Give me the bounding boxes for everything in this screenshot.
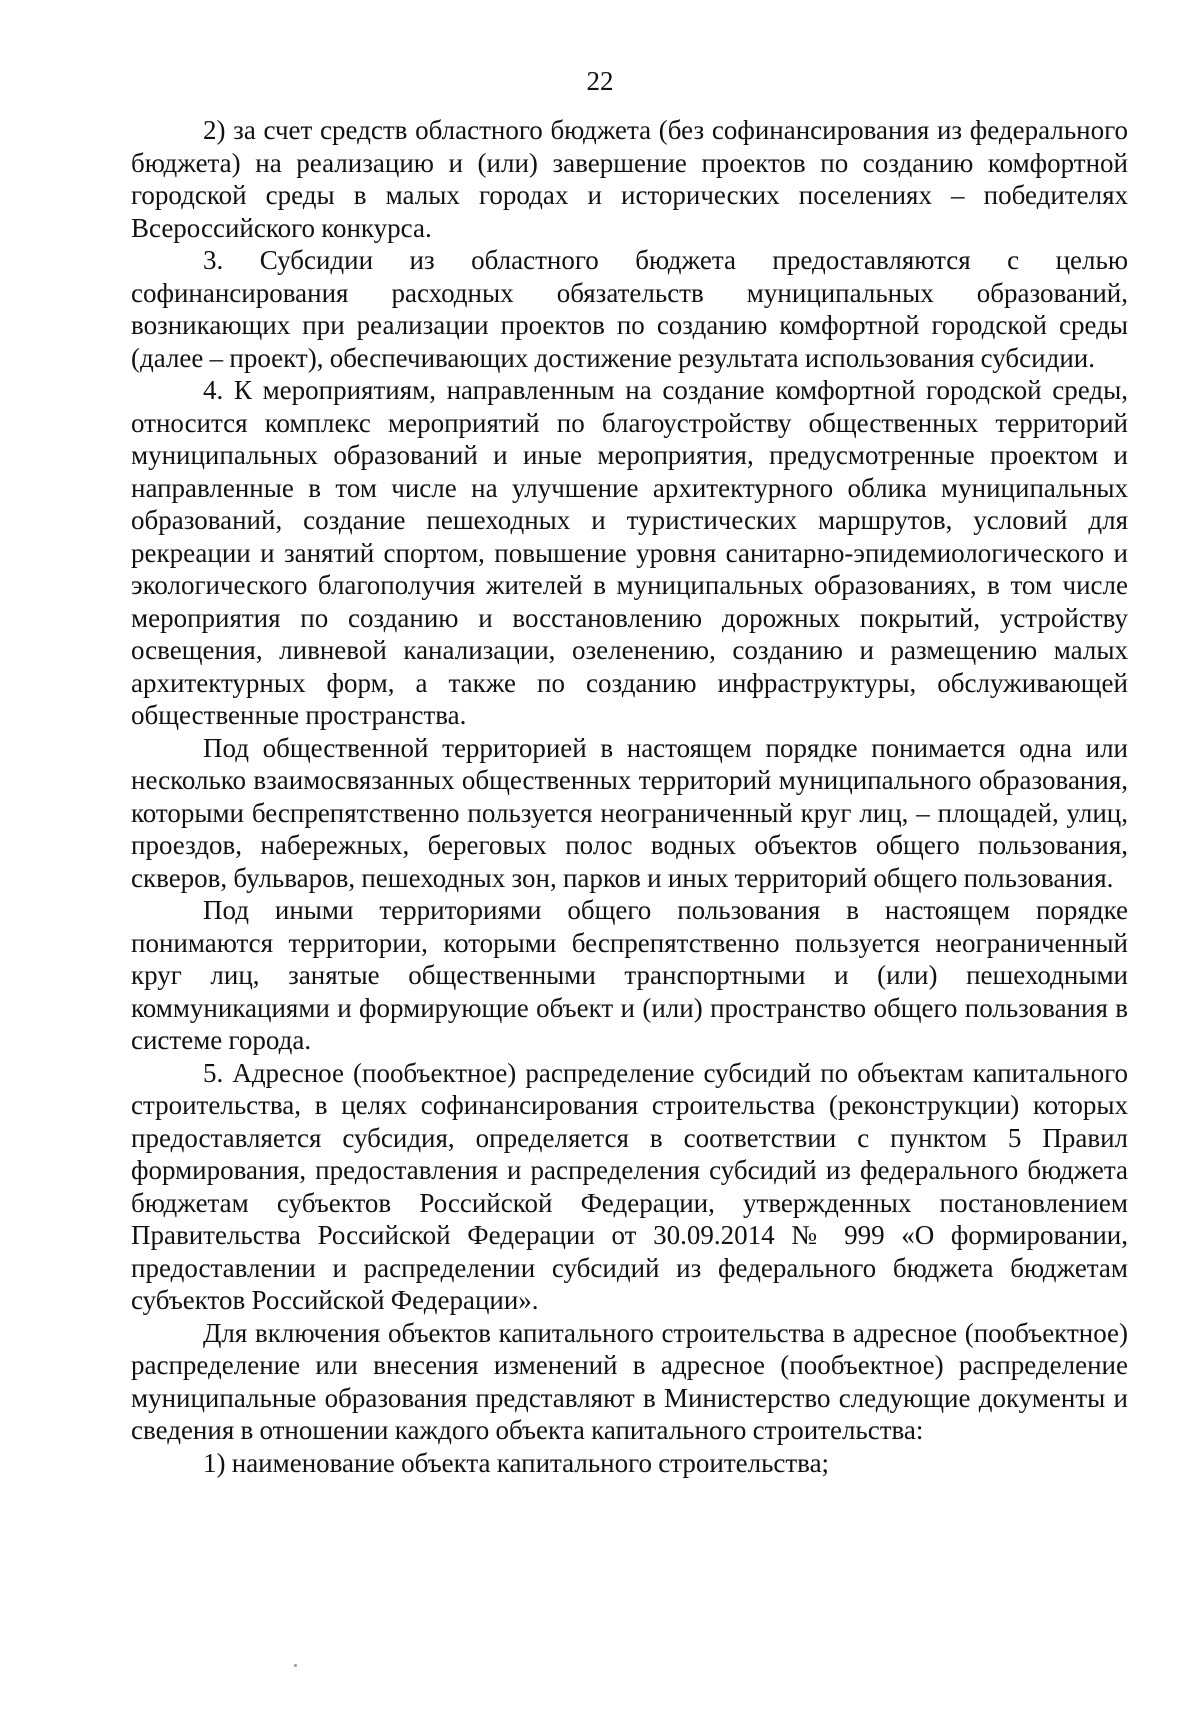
scan-speck: [294, 1664, 297, 1667]
paragraph-documents-intro: Для включения объектов капитального строительства в адресное (пообъектное) распределение или внесения изменений в адресное (пообъектное) распределение муниципальные образования представляют в Министерство следующие документы и сведения в отношении каждого объекта капитального строительства:: [131, 1317, 1128, 1445]
paragraph-clause-3: 3. Субсидии из областного бюджета предоставляются с целью софинансирования расходных обязательств муниципальных образований, возникающих при реализации проектов по созданию комфортной городской среды (далее – проект), обеспечивающих достижение результата использования субсидии.: [131, 245, 1128, 373]
paragraph-clause-4: 4. К мероприятиям, направленным на создание комфортной городской среды, относится комплекс мероприятий по благоустройству общественных территорий муниципальных образований и иные мероприятия, предусмотренные проектом и направленные в том числе на улучшение архитектурного облика муниципальных образований, создание пешеходных и туристических маршрутов, условий для рекреации и занятий спортом, повышение уровня санитарно-эпидемиологического и экологического благополучия жителей в муниципальных образованиях, в том числе мероприятия по созданию и восстановлению дорожных покрытий, устройству освещения, ливневой канализации, озеленению, созданию и размещению малых архитектурных форм, а также по созданию инфраструктуры, обслуживающей общественные пространства.: [131, 375, 1128, 730]
paragraph-list-item-1: 1) наименование объекта капитального строительства;: [203, 1447, 830, 1478]
page-number: 22: [586, 66, 614, 96]
paragraph-item-2: 2) за счет средств областного бюджета (без софинансирования из федерального бюджета) на реализацию и (или) завершение проектов по созданию комфортной городской среды в малых городах и исторических поселениях – победителях Всероссийского конкурса.: [131, 115, 1128, 243]
paragraph-clause-5: 5. Адресное (пообъектное) распределение субсидий по объектам капитального строительства, в целях софинансирования строительства (реконструкции) которых предоставляется субсидия, определяется в соответствии с пунктом 5 Правил формирования, предоставления и распределения субсидий из федерального бюджета бюджетам субъектов Российской Федерации, утвержденных постановлением Правительства Российской Федерации от 30.09.2014 № 999 «О формировании, предоставлении и распределении субсидий из федерального бюджета бюджетам субъектов Российской Федерации».: [131, 1057, 1128, 1315]
paragraph-public-territory-definition: Под общественной территорией в настоящем порядке понимается одна или несколько взаимосвязанных общественных территорий муниципального образования, которыми беспрепятственно пользуется неограниченный круг лиц, – площадей, улиц, проездов, набережных, береговых полос водных объектов общего пользования, скверов, бульваров, пешеходных зон, парков и иных территорий общего пользования.: [131, 732, 1128, 893]
paragraph-other-territories-definition: Под иными территориями общего пользования в настоящем порядке понимаются территории, которыми беспрепятственно пользуется неограниченный круг лиц, занятые общественными транспортными и (или) пешеходными коммуникациями и формирующие объект и (или) пространство общего пользования в системе города.: [131, 895, 1128, 1055]
document-body: [131, 114, 1128, 1479]
